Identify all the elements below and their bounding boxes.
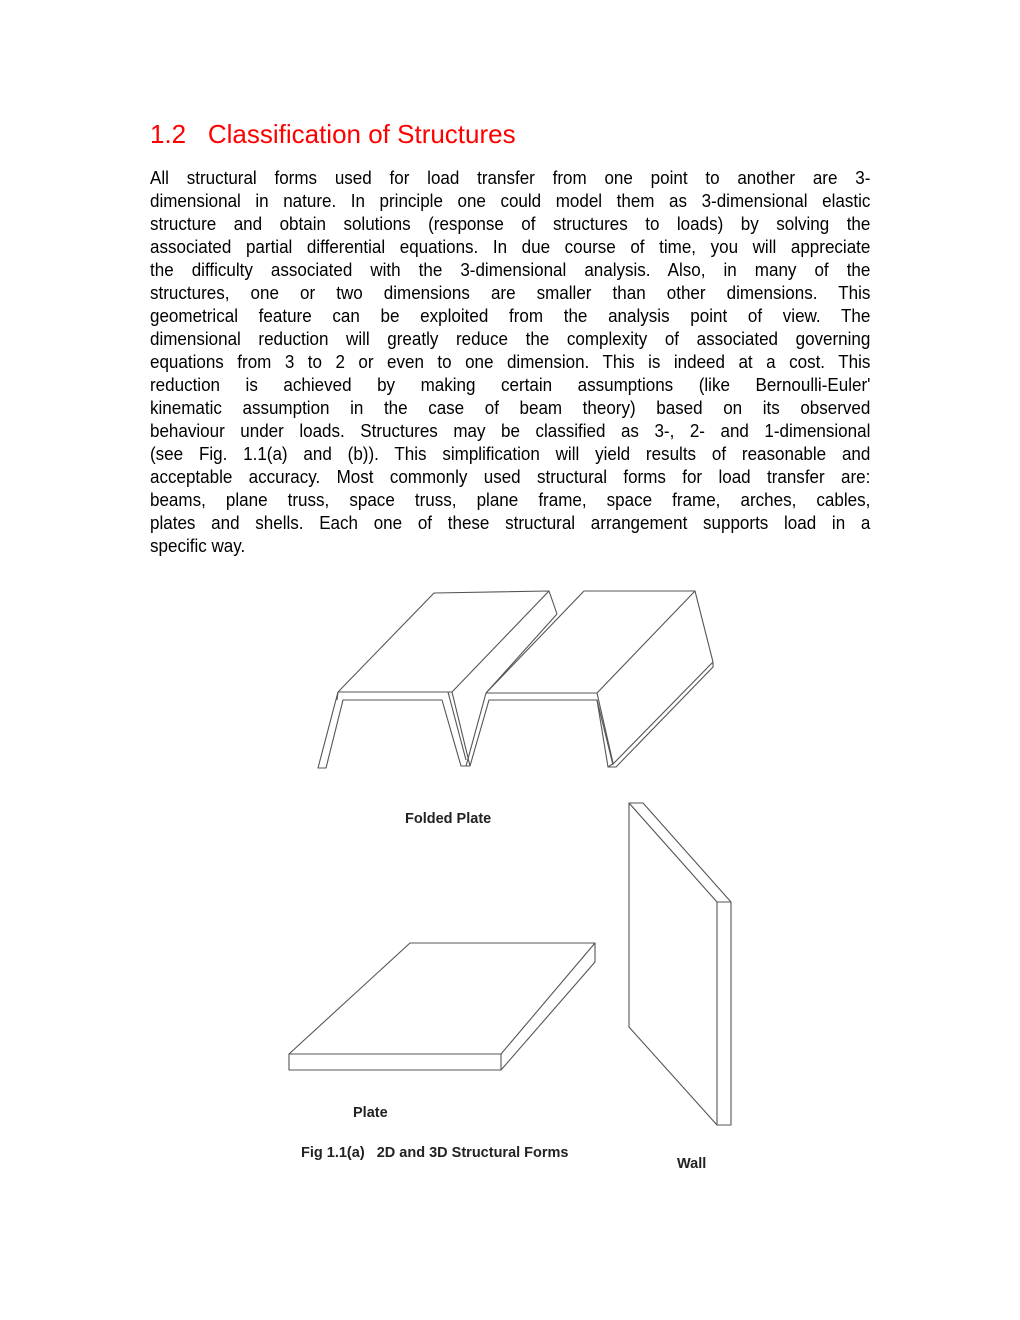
- paragraph-line: equations from 3 to 2 or even to one dimension. This is indeed at a cost. This: [150, 351, 871, 372]
- paragraph-line: specific way.: [150, 535, 246, 556]
- section-title: Classification of Structures: [207, 119, 516, 149]
- folded-plate-label: Folded Plate: [405, 811, 492, 827]
- paragraph-line: structure and obtain solutions (response of structures to loads) by solving the: [150, 213, 871, 234]
- wall-label: Wall: [677, 1156, 707, 1172]
- paragraph-line: associated partial differential equations. In due course of time, you will appreciate: [150, 236, 871, 257]
- paragraph-line: structures, one or two dimensions are smaller than other dimensions. This: [150, 282, 871, 303]
- folded-plate-drawing: [318, 591, 713, 768]
- paragraph-line: reduction is achieved by making certain assumptions (like Bernoulli-Euler': [150, 374, 871, 395]
- paragraph-line: dimensional in nature. In principle one could model them as 3-dimensional elastic: [150, 190, 871, 211]
- paragraph-line: acceptable accuracy. Most commonly used structural forms for load transfer are:: [150, 466, 871, 487]
- paragraph-line: behaviour under loads. Structures may be classified as 3-, 2- and 1-dimensional: [150, 420, 871, 441]
- wall-drawing: [629, 803, 731, 1125]
- paragraph-line: (see Fig. 1.1(a) and (b)). This simplification will yield results of reasonable and: [150, 443, 871, 464]
- paragraph-line: plates and shells. Each one of these structural arrangement supports load in a: [150, 512, 871, 533]
- paragraph-line: beams, plane truss, space truss, plane frame, space frame, arches, cables,: [150, 489, 871, 510]
- section-number: 1.2: [150, 119, 187, 149]
- paragraph-line: All structural forms used for load transfer from one point to another are 3-: [150, 167, 871, 188]
- paragraph-line: the difficulty associated with the 3-dimensional analysis. Also, in many of the: [150, 259, 871, 280]
- paragraph-line: geometrical feature can be exploited from the analysis point of view. The: [150, 305, 871, 326]
- paragraph-line: dimensional reduction will greatly reduce the complexity of associated governing: [150, 328, 871, 349]
- figure-caption: Fig 1.1(a) 2D and 3D Structural Forms: [301, 1145, 569, 1161]
- paragraph-line: kinematic assumption in the case of beam theory) based on its observed: [150, 397, 871, 418]
- plate-label: Plate: [353, 1105, 388, 1121]
- plate-drawing: [289, 943, 595, 1070]
